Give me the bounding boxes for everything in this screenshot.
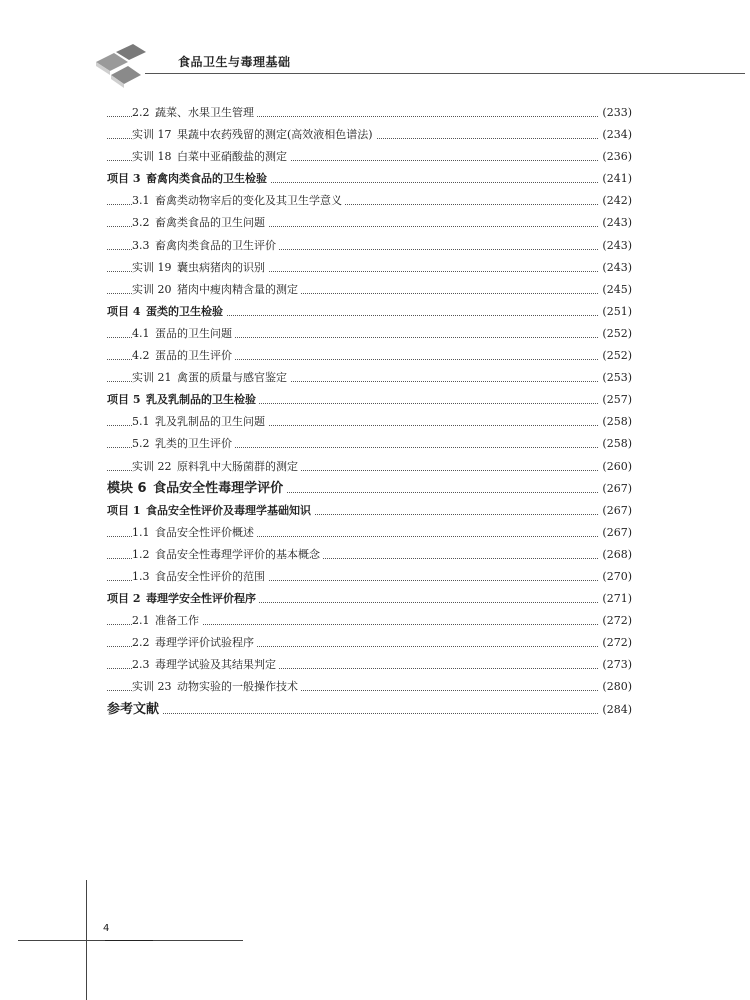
toc-entry-title bbox=[132, 544, 323, 566]
page-number-underline bbox=[105, 940, 153, 941]
toc-entry-page: (267) bbox=[599, 500, 632, 522]
toc-entry-title bbox=[132, 632, 257, 654]
running-header-title: 食品卫生与毒理基础 bbox=[178, 55, 291, 69]
toc-entry-page: (251) bbox=[599, 301, 632, 323]
toc-entry-title bbox=[132, 367, 290, 389]
toc-entry-text: 食品安全性毒理学评价的基本概念 bbox=[155, 547, 320, 561]
toc-entry-title bbox=[107, 389, 259, 411]
toc-entry-title bbox=[132, 146, 290, 168]
toc-entry-page: (273) bbox=[599, 654, 632, 676]
toc-entry-page: (271) bbox=[599, 588, 632, 610]
toc-entry-number: 模块 6 bbox=[107, 480, 147, 496]
toc-entry-number: 实训 17 bbox=[132, 128, 172, 142]
toc-entry-page: (272) bbox=[599, 610, 632, 632]
toc-entry-text: 畜禽类动物宰后的变化及其卫生学意义 bbox=[155, 194, 342, 208]
toc-entry-text: 食品安全性评价及毒理学基础知识 bbox=[145, 503, 311, 517]
toc-entry-number: 3.2 bbox=[132, 216, 150, 230]
toc-entry-number: 实训 21 bbox=[132, 371, 172, 385]
toc-entry-page: (270) bbox=[599, 566, 632, 588]
toc-entry-page: (243) bbox=[599, 212, 632, 234]
toc-entry-text: 食品安全性评价概述 bbox=[155, 525, 254, 539]
toc-entry-text: 准备工作 bbox=[155, 614, 199, 628]
toc-entry-text: 乳及乳制品的卫生问题 bbox=[155, 415, 265, 429]
book-logo-icon bbox=[88, 42, 168, 92]
toc-entry-number: 4.2 bbox=[132, 349, 150, 363]
toc-entry-title bbox=[107, 478, 286, 500]
toc-entry-title bbox=[132, 124, 376, 146]
toc-entry-number: 5.2 bbox=[132, 437, 150, 451]
toc-entry-title bbox=[132, 257, 268, 279]
toc-dot-leader bbox=[107, 713, 632, 714]
toc-entry-text: 禽蛋的质量与感官鉴定 bbox=[177, 371, 287, 385]
toc-entry-title bbox=[107, 168, 270, 190]
toc-entry-page: (268) bbox=[599, 544, 632, 566]
toc-entry-number: 1.2 bbox=[132, 547, 150, 561]
toc-entry-page: (272) bbox=[599, 632, 632, 654]
toc-entry-title bbox=[132, 212, 268, 234]
toc-entry bbox=[107, 124, 632, 146]
toc-entry-title bbox=[132, 654, 279, 676]
toc-entry-title bbox=[132, 279, 301, 301]
toc-entry-text: 乳及乳制品的卫生检验 bbox=[145, 393, 256, 407]
toc-entry bbox=[107, 235, 632, 257]
toc-entry-number: 2.1 bbox=[132, 614, 150, 628]
toc-entry bbox=[107, 257, 632, 279]
toc-entry-title bbox=[132, 522, 257, 544]
toc-entry-number: 2.2 bbox=[132, 106, 150, 119]
toc-entry-text: 白菜中亚硝酸盐的测定 bbox=[177, 150, 287, 164]
toc-entry-text: 参考文献 bbox=[107, 701, 160, 717]
toc-entry bbox=[107, 522, 632, 544]
toc-entry-title bbox=[107, 588, 259, 610]
toc-entry-title bbox=[132, 566, 268, 588]
toc-entry bbox=[107, 654, 632, 676]
toc-entry-page: (284) bbox=[599, 699, 632, 721]
toc-entry-text: 毒理学安全性评价程序 bbox=[145, 592, 256, 606]
toc-entry-text: 蔬菜、水果卫生管理 bbox=[155, 106, 254, 119]
toc-entry-number: 项目 2 bbox=[107, 592, 141, 606]
toc-entry-page: (257) bbox=[599, 389, 632, 411]
toc-entry-text: 食品安全性评价的范围 bbox=[155, 569, 265, 583]
toc-entry-text: 畜禽肉类食品的卫生评价 bbox=[155, 238, 276, 252]
toc-entry-title bbox=[132, 235, 279, 257]
toc-entry-number: 5.1 bbox=[132, 415, 150, 429]
toc-entry bbox=[107, 301, 632, 323]
toc-entry-text: 原料乳中大肠菌群的测定 bbox=[177, 459, 298, 473]
toc-entry bbox=[107, 699, 632, 721]
toc-entry-title bbox=[132, 411, 268, 433]
toc-entry-page: (253) bbox=[599, 367, 632, 389]
toc-entry-title bbox=[132, 433, 235, 455]
toc-entry-page: (243) bbox=[599, 257, 632, 279]
toc-entry-page: (267) bbox=[599, 522, 632, 544]
toc-entry-page: (242) bbox=[599, 190, 632, 212]
toc-entry bbox=[107, 588, 632, 610]
toc-entry-text: 食品安全性毒理学评价 bbox=[153, 480, 284, 496]
toc-entry-title bbox=[107, 699, 162, 721]
toc-entry bbox=[107, 456, 632, 478]
toc-entry-page: (236) bbox=[599, 146, 632, 168]
toc-entry bbox=[107, 146, 632, 168]
toc-entry bbox=[107, 323, 632, 345]
toc-entry bbox=[107, 544, 632, 566]
toc-entry-page: (267) bbox=[599, 478, 632, 500]
toc-entry-title bbox=[132, 190, 345, 212]
toc-entry bbox=[107, 610, 632, 632]
toc-entry-text: 畜禽类食品的卫生问题 bbox=[155, 216, 265, 230]
toc-entry-text: 动物实验的一般操作技术 bbox=[177, 680, 298, 694]
toc-entry-number: 2.3 bbox=[132, 658, 150, 672]
toc-entry bbox=[107, 279, 632, 301]
toc-entry-text: 乳类的卫生评价 bbox=[155, 437, 232, 451]
toc-entry bbox=[107, 190, 632, 212]
toc-entry-number: 实训 19 bbox=[132, 260, 172, 274]
toc-entry-page: (258) bbox=[599, 411, 632, 433]
toc-entry bbox=[107, 212, 632, 234]
toc-entry-title bbox=[132, 456, 301, 478]
toc-entry bbox=[107, 433, 632, 455]
toc-entry bbox=[107, 500, 632, 522]
toc-entry bbox=[107, 389, 632, 411]
toc-entry bbox=[107, 168, 632, 190]
toc-entry bbox=[107, 411, 632, 433]
table-of-contents bbox=[107, 102, 632, 721]
toc-entry bbox=[107, 345, 632, 367]
toc-entry bbox=[107, 478, 632, 500]
toc-entry-number: 实训 23 bbox=[132, 680, 172, 694]
toc-entry bbox=[107, 367, 632, 389]
header-rule bbox=[145, 73, 745, 74]
toc-entry-text: 毒理学试验及其结果判定 bbox=[155, 658, 276, 672]
toc-entry-number: 实训 22 bbox=[132, 459, 172, 473]
toc-entry-title bbox=[132, 676, 301, 698]
toc-entry-text: 畜禽肉类食品的卫生检验 bbox=[145, 172, 267, 186]
toc-entry bbox=[107, 632, 632, 654]
toc-entry bbox=[107, 676, 632, 698]
toc-entry-text: 猪肉中瘦肉精含量的测定 bbox=[177, 282, 298, 296]
toc-entry-page: (234) bbox=[599, 124, 632, 146]
toc-entry-text: 毒理学评价试验程序 bbox=[155, 636, 254, 650]
toc-entry-page: (243) bbox=[599, 235, 632, 257]
page-number: 4 bbox=[103, 923, 110, 934]
toc-entry-text: 囊虫病猪肉的识别 bbox=[177, 260, 265, 274]
toc-entry-title bbox=[132, 102, 257, 124]
toc-entry-number: 项目 3 bbox=[107, 172, 141, 186]
toc-entry-number: 3.1 bbox=[132, 194, 150, 208]
toc-entry-page: (252) bbox=[599, 323, 632, 345]
toc-entry-page: (245) bbox=[599, 279, 632, 301]
toc-entry-number: 实训 18 bbox=[132, 150, 172, 164]
toc-entry-number: 实训 20 bbox=[132, 282, 172, 296]
toc-entry-page: (260) bbox=[599, 456, 632, 478]
toc-entry bbox=[107, 102, 632, 124]
toc-entry-text: 蛋类的卫生检验 bbox=[145, 304, 223, 318]
toc-entry-title bbox=[107, 500, 314, 522]
toc-entry-number: 项目 1 bbox=[107, 503, 141, 517]
toc-entry-text: 蛋品的卫生评价 bbox=[155, 349, 232, 363]
toc-entry-title bbox=[132, 323, 235, 345]
toc-entry-title bbox=[132, 610, 202, 632]
toc-entry-text: 蛋品的卫生问题 bbox=[155, 326, 232, 340]
toc-entry-page: (280) bbox=[599, 676, 632, 698]
toc-entry-page: (233) bbox=[599, 102, 632, 124]
toc-entry-title bbox=[132, 345, 235, 367]
toc-entry-number: 1.3 bbox=[132, 569, 150, 583]
toc-entry-number: 项目 4 bbox=[107, 304, 141, 318]
toc-entry-page: (241) bbox=[599, 168, 632, 190]
toc-entry-page: (252) bbox=[599, 345, 632, 367]
toc-entry-text: 果蔬中农药残留的测定(高效液相色谱法) bbox=[177, 128, 373, 142]
toc-entry-number: 4.1 bbox=[132, 326, 150, 340]
toc-entry-number: 3.3 bbox=[132, 238, 150, 252]
toc-entry-number: 项目 5 bbox=[107, 393, 141, 407]
toc-entry-title bbox=[107, 301, 226, 323]
toc-entry-number: 2.2 bbox=[132, 636, 150, 650]
toc-entry-number: 1.1 bbox=[132, 525, 150, 539]
toc-entry bbox=[107, 566, 632, 588]
toc-entry-page: (258) bbox=[599, 433, 632, 455]
